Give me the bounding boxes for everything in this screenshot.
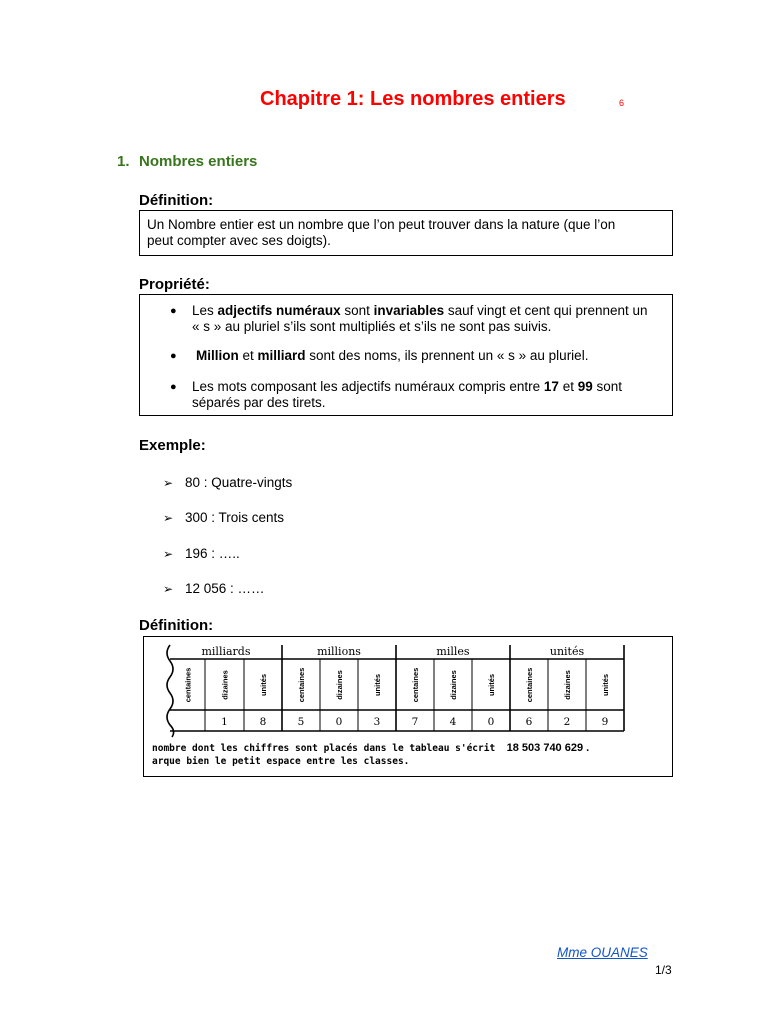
property-text: Les mots composant les adjectifs numéraux compris entre 17 et 99 sont séparés par des tirets. [192, 379, 623, 410]
chapter-superscript: 6 [619, 98, 625, 108]
arrow-bullet-icon: ➢ [163, 511, 174, 525]
subcolumn-label: unités [259, 673, 268, 697]
subcolumn-label: centaines [297, 667, 306, 703]
subcolumn-label: unités [601, 673, 610, 697]
arrow-bullet-icon: ➢ [163, 582, 174, 596]
subcolumn-label: dizaines [449, 670, 458, 700]
example-item: ➢ 12 056 : …… [163, 581, 265, 596]
digit-cell: 1 [221, 716, 228, 728]
property-heading: Propriété: [139, 276, 210, 293]
section-label: Nombres entiers [139, 153, 258, 170]
subcolumn-label: dizaines [220, 670, 230, 700]
property-text: Million et milliard sont des noms, ils prennent un « s » au pluriel. [196, 348, 589, 363]
digit-cell: 6 [525, 716, 533, 728]
author-link[interactable]: Mme OUANES [557, 945, 648, 960]
place-value-table [143, 636, 673, 777]
subcolumn-label: centaines [525, 667, 534, 703]
definition-heading: Définition: [139, 192, 214, 209]
section-title [117, 153, 257, 170]
place-value-grid [144, 637, 671, 775]
subcolumn-label: centaines [183, 667, 193, 703]
section-number: 1. [117, 153, 130, 170]
subcolumn-label: unités [487, 673, 496, 697]
digit-cell: 5 [297, 716, 305, 728]
table-caption-line-2: arque bien le petit espace entre les classes. [152, 756, 410, 767]
digit-cell: 0 [335, 716, 343, 728]
digit-cell: 2 [563, 716, 571, 728]
subcolumn-label: centaines [411, 667, 420, 703]
subcolumn-label: unités [373, 673, 382, 697]
digit-cell: 8 [259, 716, 267, 728]
definition-box [139, 210, 673, 256]
class-label-3: unités [549, 645, 585, 658]
chapter-title: Chapitre 1: Les nombres entiers [260, 88, 566, 110]
example-item: ➢ 80 : Quatre-vingts [163, 475, 293, 490]
arrow-bullet-icon: ➢ [163, 547, 174, 561]
table-caption-line-1: nombre dont les chiffres sont placés dans le tableau s'écrit 18 503 740 629 . [152, 742, 590, 754]
digit-cell: 3 [373, 716, 381, 728]
definition-line-1: Un Nombre entier est un nombre que l’on peut trouver dans la nature (que l’on [147, 217, 616, 232]
class-label-1: millions [317, 645, 361, 658]
bullet-icon: ● [170, 305, 177, 317]
property-box [139, 294, 673, 416]
definition-heading: Définition: [139, 617, 214, 634]
example-item: ➢ 196 : ….. [163, 546, 240, 561]
example-item: ➢ 300 : Trois cents [163, 510, 285, 525]
bullet-icon: ● [170, 381, 177, 393]
class-label-0: milliards [201, 645, 251, 658]
subcolumn-label: dizaines [335, 670, 344, 700]
digit-cell: 4 [449, 716, 457, 728]
class-label-2: milles [436, 645, 470, 658]
property-text: Les adjectifs numéraux sont invariables sauf vingt et cent qui prennent un « s » au pluriel s’ils sont multipliés et s’ils ne sont pas suivis. [192, 303, 648, 334]
digit-cell: 7 [411, 716, 419, 728]
bullet-icon: ● [170, 350, 177, 362]
example-heading: Exemple: [139, 437, 206, 454]
digit-cell: 0 [487, 716, 495, 728]
digit-cell: 9 [601, 716, 609, 728]
page-number: 1/3 [655, 963, 672, 977]
arrow-bullet-icon: ➢ [163, 476, 174, 490]
subcolumn-label: dizaines [563, 670, 572, 700]
definition-line-2: peut compter avec ses doigts). [147, 233, 331, 248]
